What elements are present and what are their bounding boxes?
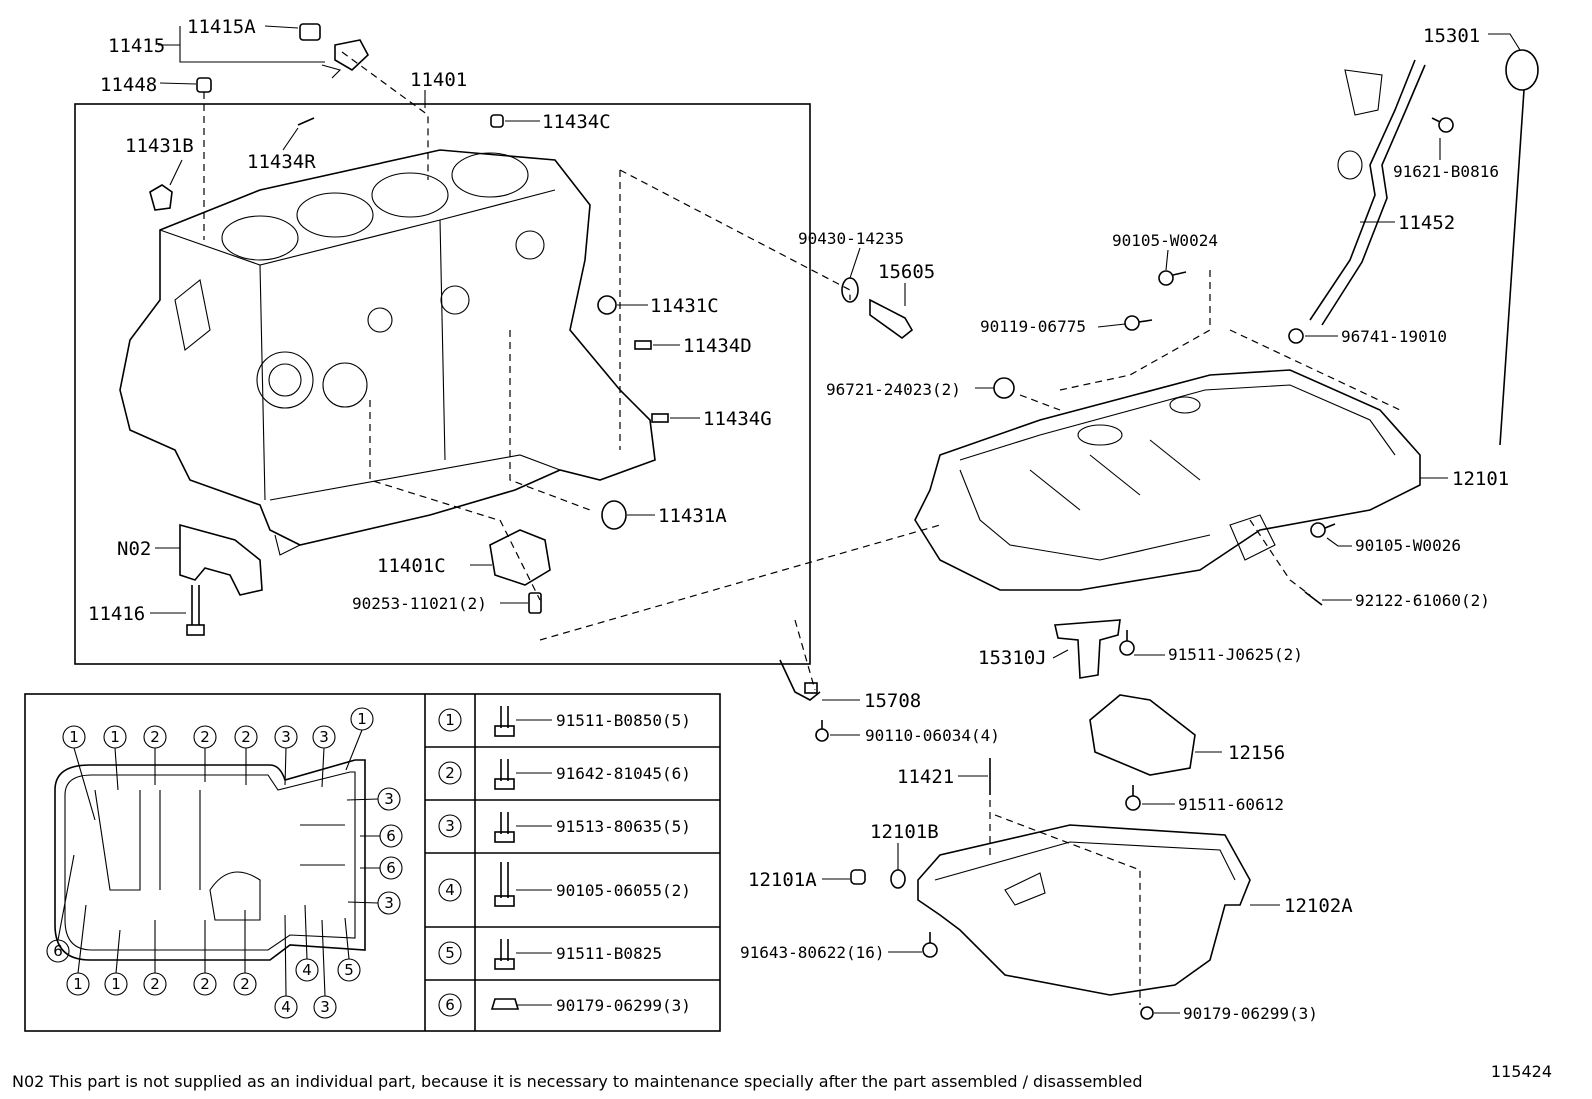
label-11415: 11415 [108,35,166,57]
label-15708: 15708 [864,690,922,712]
marker-2 [194,726,216,748]
marker-2 [144,726,166,748]
svg-text:1: 1 [357,710,367,728]
label-91511-J0625: 91511-J0625(2) [1168,645,1303,664]
marker-3 [313,726,335,748]
svg-text:3: 3 [281,728,291,746]
svg-text:3: 3 [384,894,394,912]
bolt-icon [495,706,514,736]
part-15708-drawing [780,660,820,700]
bolt-91511-60612-drawing [1126,785,1140,810]
bolt-table-row [439,939,662,969]
oil-pan-upper-drawing [915,370,1420,590]
pin-11434G-drawing [652,414,668,422]
label-11415A: 11415A [187,16,256,38]
label-12156: 12156 [1228,742,1286,764]
gasket-12101B-drawing [891,870,905,888]
label-90179-06299: 90179-06299(3) [1183,1004,1318,1023]
svg-text:3: 3 [319,728,329,746]
label-15605: 15605 [878,261,936,283]
document-id: 115424 [1490,1062,1552,1081]
label-11431A: 11431A [658,505,727,527]
label-90105-W0026: 90105-W0026 [1355,536,1461,555]
bolt-part-number: 91513-80635(5) [556,817,691,836]
pin-11434D-drawing [635,341,651,349]
marker-1 [67,973,89,995]
oil-pan-lower-drawing [918,825,1250,995]
label-91643: 91643-80622(16) [740,943,885,962]
label-90430: 90430-14235 [798,229,904,248]
bolt-part-number: 90105-06055(2) [556,881,691,900]
label-11434R: 11434R [247,151,316,173]
bolt-table-rows [439,706,691,1016]
bolt-91643-drawing [923,932,937,957]
label-96741: 96741-19010 [1341,327,1447,346]
label-92122: 92122-61060(2) [1355,591,1490,610]
dipstick-drawing [1500,50,1538,445]
label-N02: N02 [117,538,152,560]
bolt-part-number: 90179-06299(3) [556,996,691,1015]
bolt-icon [492,999,518,1009]
assembly-dashed-lines [204,52,1400,1005]
bolt-table-row [439,812,691,842]
bolt-icon [495,939,514,969]
label-11431C: 11431C [650,295,719,317]
label-11434G: 11434G [703,408,772,430]
marker-2 [234,973,256,995]
label-11452: 11452 [1398,212,1456,234]
bolt-table [425,694,720,1031]
bolt-icon [495,812,514,842]
bolt-number: 6 [445,996,455,1014]
svg-text:1: 1 [110,728,120,746]
label-11421: 11421 [897,766,955,788]
marker-6 [47,940,69,962]
label-90253: 90253-11021(2) [352,594,487,613]
svg-text:2: 2 [240,975,250,993]
marker-3 [314,996,336,1018]
label-11434D: 11434D [683,335,752,357]
svg-text:2: 2 [150,728,160,746]
svg-text:2: 2 [150,975,160,993]
svg-text:6: 6 [53,942,63,960]
svg-text:2: 2 [200,975,210,993]
plug-11431A-drawing [602,501,626,529]
label-12101A: 12101A [748,869,817,891]
marker-1 [63,726,85,748]
label-12101: 12101 [1452,468,1510,490]
gasket-96721-drawing [994,378,1014,398]
bolt-part-number: 91511-B0825 [556,944,662,963]
label-15301: 15301 [1423,25,1481,47]
marker-1 [104,726,126,748]
bolt-91621-drawing [1432,118,1453,132]
label-11431B: 11431B [125,135,194,157]
label-12102A: 12102A [1284,895,1353,917]
bolt-number: 1 [445,711,455,729]
svg-text:2: 2 [241,728,251,746]
bolt-location-markers [47,708,402,1018]
bolt-location-pan-outline [55,760,365,960]
svg-text:1: 1 [73,975,83,993]
label-11416: 11416 [88,603,146,625]
pin-11434R-drawing [298,118,314,125]
bolt-90110-drawing [816,720,828,741]
label-90105-W0024: 90105-W0024 [1112,231,1218,250]
svg-text:6: 6 [386,859,396,877]
svg-text:3: 3 [320,998,330,1016]
bolt-11416-drawing [187,585,204,635]
marker-4 [275,996,297,1018]
bolt-table-row [439,759,691,789]
label-11401C: 11401C [377,555,446,577]
bolt-number: 3 [445,817,455,835]
bolt-icon [495,759,514,789]
marker-4 [296,959,318,981]
cylinder-block-frame [75,104,810,664]
bolt-90105-W0026-drawing [1311,523,1335,537]
label-91621: 91621-B0816 [1393,162,1499,181]
bolt-number: 4 [445,881,455,899]
bolt-table-row [439,994,691,1016]
marker-2 [235,726,257,748]
label-96721: 96721-24023(2) [826,380,961,399]
footnote: N02 This part is not supplied as an individual part, because it is necessary to maintenance specially after the part assembled / disassembled [12,1072,1143,1091]
svg-text:1: 1 [111,975,121,993]
svg-text:2: 2 [200,728,210,746]
marker-2 [194,973,216,995]
label-11448: 11448 [100,74,158,96]
svg-text:4: 4 [302,961,312,979]
stud-92122-drawing [1305,592,1322,605]
label-11434C: 11434C [542,111,611,133]
plug-11448-drawing [197,78,211,92]
plug-11434C-drawing [491,115,503,127]
marker-3 [378,892,400,914]
svg-text:3: 3 [384,790,394,808]
label-91511-60612: 91511-60612 [1178,795,1284,814]
plug-11431C-drawing [598,296,616,314]
bolt-number: 2 [445,764,455,782]
marker-2 [144,973,166,995]
marker-1 [105,973,127,995]
part-12156-drawing [1090,695,1195,775]
bolt-90105-W0024-drawing [1159,271,1186,285]
bolt-part-number: 91642-81045(6) [556,764,691,783]
bolt-part-number: 91511-B0850(5) [556,711,691,730]
label-15310J: 15310J [978,647,1047,669]
marker-3 [275,726,297,748]
marker-6 [380,825,402,847]
marker-5 [338,959,360,981]
oring-96741-drawing [1289,329,1303,343]
strainer-15310J-drawing [1055,620,1120,678]
cylinder-block-drawing [120,150,655,555]
pin-90253-drawing [529,593,541,613]
part-15605-drawing [842,278,912,338]
label-90110: 90110-06034(4) [865,726,1000,745]
drain-plug-12101A-drawing [851,870,865,884]
plug-90179-drawing [1141,1007,1153,1019]
marker-6 [380,857,402,879]
marker-3 [378,788,400,810]
bolt-number: 5 [445,944,455,962]
bearing-cap-drawing [180,525,262,595]
bolt-table-row [439,706,691,736]
marker-1 [351,708,373,730]
svg-text:5: 5 [344,961,354,979]
sensor-11415-drawing [300,24,368,78]
plug-11431B-drawing [150,185,172,210]
label-12101B: 12101B [870,821,939,843]
part-labels [88,16,1509,1023]
part-11401C-drawing [490,530,550,585]
label-11401: 11401 [410,69,468,91]
bolt-91511-J0625-drawing [1120,630,1134,655]
bolt-90119-drawing [1125,316,1152,330]
dipstick-tube-drawing [1310,60,1425,325]
bolt-table-row [439,862,691,906]
svg-text:6: 6 [386,827,396,845]
bolt-icon [495,862,514,906]
svg-text:1: 1 [69,728,79,746]
label-90119: 90119-06775 [980,317,1086,336]
svg-text:4: 4 [281,998,291,1016]
